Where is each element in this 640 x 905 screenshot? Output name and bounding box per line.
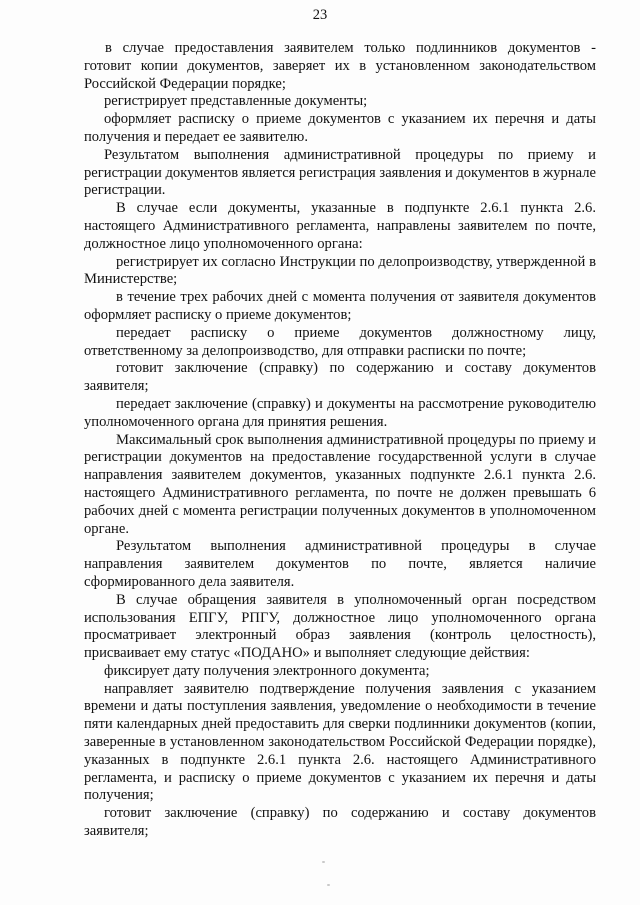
scan-speck [322,861,325,863]
page-number: 23 [312,7,328,23]
paragraph: В случае обращения заявителя в уполномоченный орган посредством использования ЕПГУ, РПГУ, должностное лицо уполномоченного органа просматривает электронный образ заявления (контроль целостность), присваивает ему статус «ПОДАНО» и выполняет следующие действия: [84,591,596,662]
paragraph: в случае предоставления заявителем только подлинников документов - готовит копии документов, заверяет их в установленном законодательством Российской Федерации порядке; [84,40,596,92]
paragraph: фиксирует дату получения электронного документа; [104,662,430,679]
paragraph: в течение трех рабочих дней с момента получения от заявителя документов оформляет расписку о приеме документов; [84,289,596,323]
paragraph: Максимальный срок выполнения административной процедуры по приему и регистрации документов на предоставление государственной услуги в случае направления заявителем документов, указанных подпункте 2.6.1 пункта 2.6. настоящего Административного регламента, по почте не должен превышать 6 рабочих дней с момента регистрации полученных документов в уполномоченном органе. [84,431,596,537]
paragraph: готовит заключение (справку) по содержанию и составу документов заявителя; [84,360,596,395]
paragraph: регистрирует представленные документы; [104,93,368,110]
paragraph: оформляет расписку о приеме документов с указанием их перечня и даты получения и передает ее заявителю. [84,111,596,145]
paragraph: В случае если документы, указанные в подпункте 2.6.1 пункта 2.6. настоящего Административного регламента, направлены заявителем по почте, должностное лицо уполномоченного органа: [84,200,596,252]
paragraph: регистрирует их согласно Инструкции по делопроизводству, утвержденной в Министерстве; [84,253,596,288]
paragraph: передает заключение (справку) и документы на рассмотрение руководителю уполномоченного органа для принятия решения. [84,395,596,430]
document-body [84,40,596,841]
paragraph: передает расписку о приеме документов должностному лицу, ответственному за делопроизводство, для отправки расписки по почте; [84,324,596,359]
paragraph: Результатом выполнения административной процедуры в случае направления заявителем документов по почте, является наличие сформированного дела заявителя. [84,538,596,590]
paragraph: готовит заключение (справку) по содержанию и составу документов заявителя; [84,805,596,840]
paragraph: Результатом выполнения административной процедуры по приему и регистрации документов является регистрация заявления и документов в журнале регистрации. [84,146,596,199]
scan-speck [327,884,330,886]
paragraph: направляет заявителю подтверждение получения заявления с указанием времени и даты поступления заявления, уведомление о необходимости в течение пяти календарных дней предоставить для сверки подлинники документов (копии, заверенные в установленном законодательством Российской Федерации порядке), указанных в подпункте 2.6.1 пункта 2.6. настоящего Административного регламента, и расписку о приеме документов с указанием их перечня и даты получения; [84,680,596,804]
